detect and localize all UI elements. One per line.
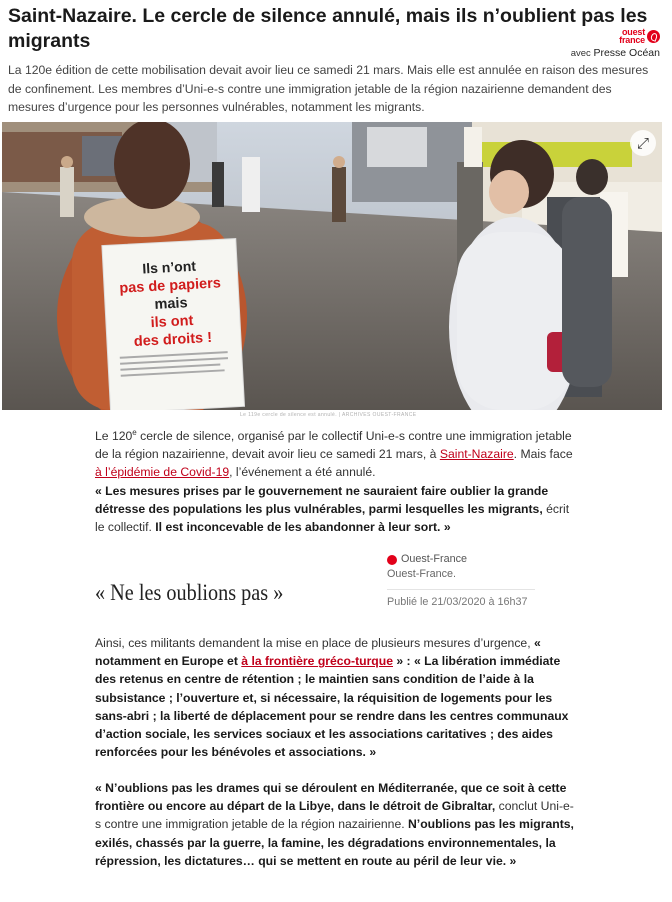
p4-quote-2: » : « La libération immédiate des retenus en centre de rétention ; le maintien sans condition de l’aide à la subsistance ; l’ouverture et, si nécessaire, la réquisition de logements pour les sans-abri ; la liberté de déplacement pour se rendre dans les centres communaux d’action sociale, les services sociaux et les associations caritatives ; des aides renforcées pour les bénévoles et associations. »	[95, 654, 569, 760]
source-row[interactable]	[387, 552, 537, 567]
ouest-france-drop-icon	[647, 30, 660, 43]
author-name: Ouest-France.	[387, 568, 457, 580]
p5-quote-1: « N’oublions pas les drames qui se déroulent en Méditerranée, que ce soit à cette frontière ou encore au départ de la Libye, dans le détroit de Gibraltar,	[95, 781, 567, 814]
p5-quote-2: N’oublions pas les migrants, exilés, chassés par la guerre, la famine, les dégradations environnementales, la répression, les dictatures… qui se mettent en route au péril de leur vie. »	[95, 817, 574, 868]
logo-line-1: ouest	[621, 27, 645, 37]
link-frontiere-greco-turque[interactable]: à la frontière gréco-turque	[241, 654, 393, 669]
article-paragraph-4	[95, 779, 575, 870]
p2-quote-2: Il est inconcevable de les abandonner à leur sort. »	[155, 520, 451, 535]
sign-line-2: pas de papiers	[118, 275, 222, 297]
article-subhead: « Ne les oublions pas »	[95, 580, 284, 605]
sign-line-5: des droits !	[133, 329, 213, 351]
sign-line-3: mais	[154, 295, 188, 313]
article-headline: Saint-Nazaire. Le cercle de silence annulé, mais ils n’oublient pas les migrants	[8, 5, 648, 52]
article-meta	[387, 552, 537, 610]
ouest-france-icon	[387, 555, 397, 565]
p2-text: écrit le collectif.	[95, 501, 570, 535]
p5-text: conclut Uni-e-s contre une immigration jetable de la région nazairienne.	[95, 799, 574, 832]
link-saint-nazaire[interactable]: Saint-Nazaire	[439, 447, 514, 462]
p2-quote-1: « Les mesures prises par le gouvernement ne sauraient faire oublier la grande détresse des populations les plus vulnérables, parmi lesquelles les migrants,	[95, 483, 549, 516]
p1-text-b: cercle de silence, organisé par le collectif Uni-e-s contre une immigration jetable de la région nazairienne, devait avoir lieu ce samedi 21 mars, à	[95, 429, 572, 462]
sign-line-4: ils ont	[150, 312, 194, 332]
partner-prefix: avec	[570, 48, 591, 59]
meta-divider	[387, 589, 535, 590]
p1-text-a: Le 120	[95, 429, 133, 443]
p1-text-c: . Mais face	[513, 447, 573, 462]
partner-name: Presse Océan	[593, 47, 660, 59]
article-photo[interactable]	[2, 122, 662, 410]
source-name: Ouest-France	[401, 553, 468, 565]
protest-photo-illustration	[2, 122, 662, 410]
brand-logo[interactable]	[570, 28, 660, 58]
ouest-france-logo	[570, 28, 660, 44]
article-paragraph-1	[95, 427, 575, 536]
p4-quote-1: « notamment en Europe et	[95, 636, 541, 669]
link-epidemie-covid[interactable]: à l’épidémie de Covid-19	[95, 465, 230, 480]
expand-icon: ⤢	[636, 134, 649, 152]
article-lead: La 120e édition de cette mobilisation devait avoir lieu ce samedi 21 mars. Mais elle est annulée en raison des mesures de confinement. Les membres d’Uni-e-s contre une immigration jetable de la région nazairienne demandent des mesures d’urgence pour les personnes vulnérables, notamment les migrants.	[8, 63, 649, 114]
partner-line	[570, 47, 660, 59]
logo-line-2: france	[619, 35, 645, 45]
expand-photo-button[interactable]	[630, 130, 656, 156]
p1-ordinal: e	[132, 427, 137, 437]
p4-text: Ainsi, ces militants demandent la mise en place de plusieurs mesures d’urgence,	[95, 636, 534, 650]
article-paragraph-3	[95, 634, 575, 761]
publish-date: Publié le 21/03/2020 à 16h37	[387, 596, 528, 608]
sign-line-1: Ils n’ont	[141, 257, 197, 277]
photo-caption: Le 119e cercle de silence est annulé. | ARCHIVES OUEST-FRANCE	[240, 412, 417, 418]
p1-text-d: , l’événement a été annulé.	[229, 465, 376, 480]
